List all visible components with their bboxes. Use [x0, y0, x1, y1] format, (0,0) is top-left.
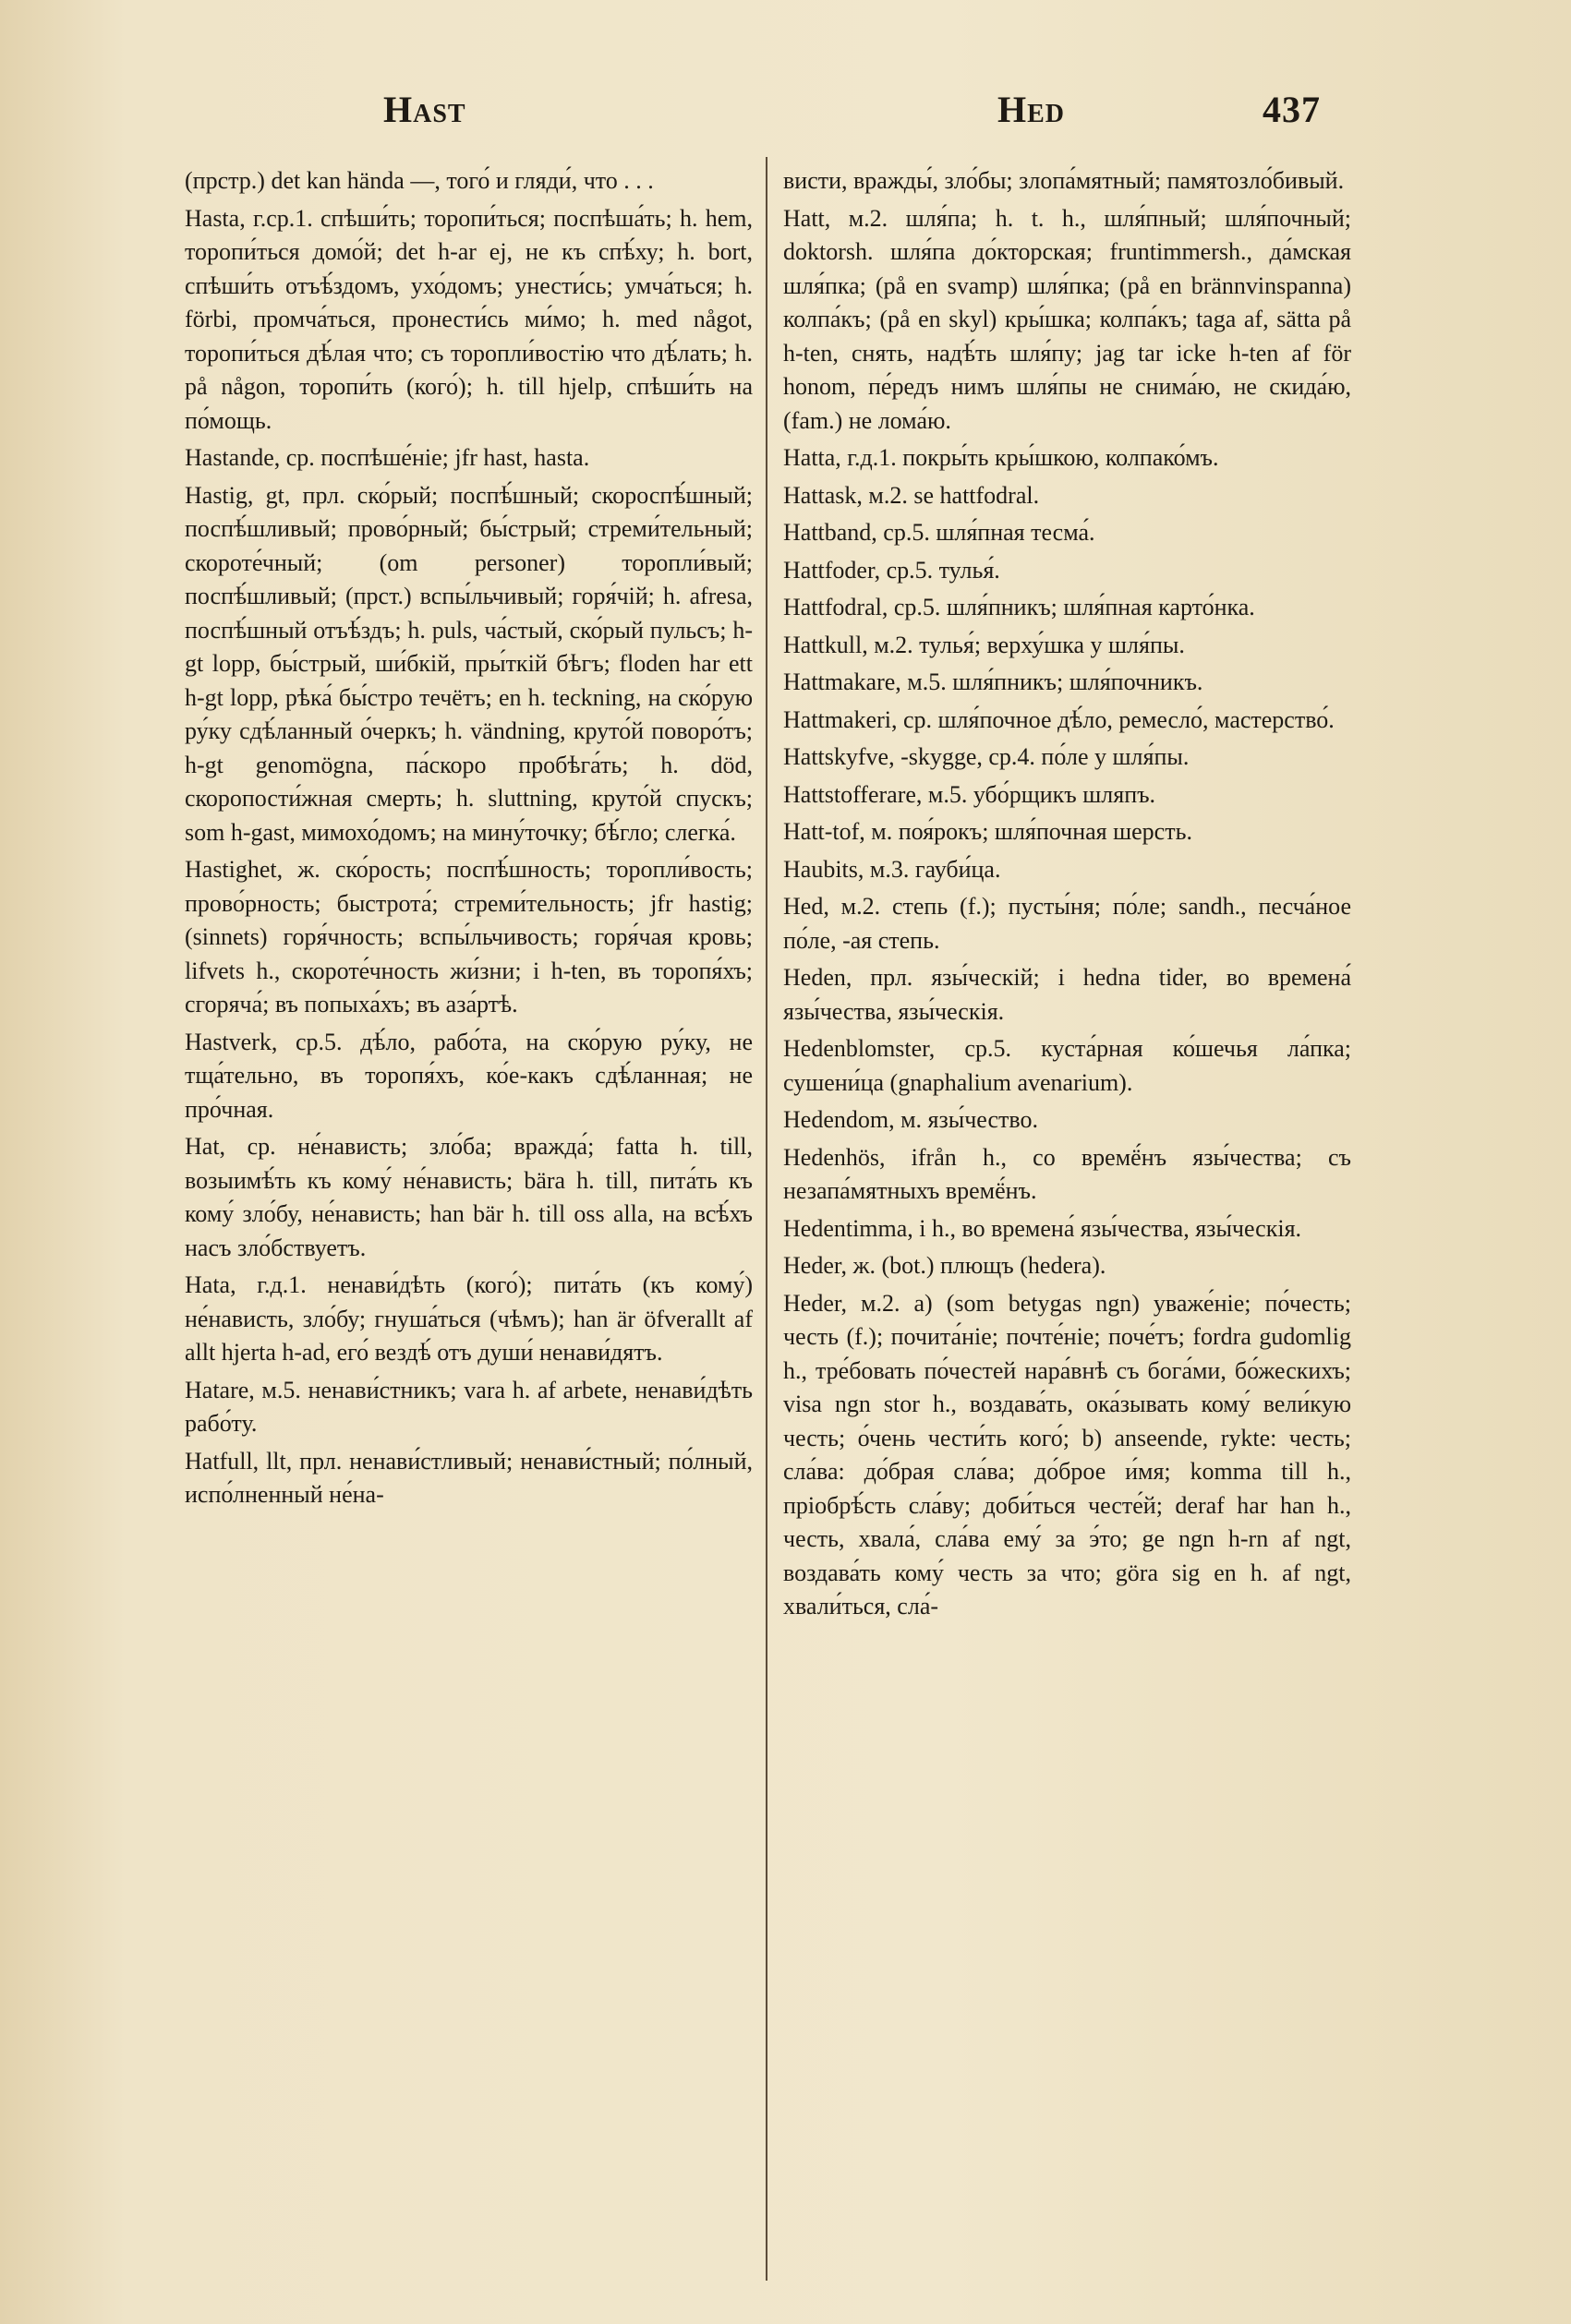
dictionary-entry: Hat, ср. не́нависть; зло́ба; вражда́; fatta h. till, возыимѣ́ть къ кому́ не́нависть; bära h. till, пита́ть къ кому́ зло́бу, не́нависть; han bär h. till oss alla, на всѣ́хъ насъ зло́бствуетъ.: [185, 1133, 753, 1261]
dictionary-entry: Hattmakeri, ср. шля́почное дѣ́ло, ремесло́, мастерство́.: [783, 705, 1335, 733]
dictionary-entry: Hata, г.д.1. ненави́дѣть (кого́); пита́ть (къ кому́) не́нависть, зло́бу; гнуша́ться (чѣмъ); han är öfverallt af allt hjerta h-ad, его́ вездѣ́ отъ души́ ненави́дятъ.: [185, 1271, 753, 1366]
left-guide-word: Hast: [383, 89, 466, 130]
dictionary-entry: Hattask, м.2. se hattfodral.: [783, 481, 1040, 509]
dictionary-entry: Hattkull, м.2. тулья́; верху́шка у шля́пы.: [783, 631, 1185, 658]
dictionary-entry: Hattmakare, м.5. шля́пникъ; шля́почникъ.: [783, 668, 1203, 695]
right-guide-word: Hed: [997, 89, 1066, 130]
dictionary-entry: Hattfoder, ср.5. тулья́.: [783, 556, 1000, 584]
dictionary-entry: Hasta, г.ср.1. спѣши́ть; торопи́ться; поспѣша́ть; h. hem, торопи́ться домо́й; det h-ar ej, не къ спѣ́ху; h. bort, спѣши́ть отъѣ́здомъ, ухо́домъ; унести́сь; умча́ться; h. förbi, промча́ться, пронести́сь ми́мо; h. med något, торопи́ться дѣ́лая что; съ торопли́востію что дѣ́лать; h. på någon, торопи́ть (кого́); h. till hjelp, спѣши́ть на по́мощь.: [185, 204, 753, 434]
dictionary-entry: висти, вражды́, зло́бы; злопа́мятный; памятозло́бивый.: [783, 167, 1345, 194]
dictionary-entry: Hatt, м.2. шля́па; h. t. h., шля́пный; шля́почный; doktorsh. шля́па до́кторская; fruntimmersh., да́мская шля́пка; (på en svamp) шля́пка; (på en brännvinspanna) колпа́къ; (på en skyl) кры́шка; колпа́къ; taga af, sätta på h-ten, снять, надѣ́ть шля́пу; jag tar icke h-ten af för honom, пе́редъ нимъ шля́пы не снима́ю, не скида́ю, (fam.) не лома́ю.: [783, 204, 1351, 434]
dictionary-entry: Hastande, ср. поспѣше́ніе; jfr hast, hasta.: [185, 444, 590, 471]
dictionary-entry: Hastighet, ж. ско́рость; поспѣ́шность; торопли́вость; прово́рность; быстрота́; стреми́тельность; jfr hastig; (sinnets) горя́чность; вспы́льчивость; горя́чая кровь; lifvets h., скороте́чность жи́зни; i h-ten, въ торопя́хъ; сгоряча́; въ попыха́хъ; въ аза́ртѣ.: [185, 856, 753, 1018]
column-divider: [766, 157, 767, 2281]
running-header: [166, 88, 1367, 143]
dictionary-entry: Hatt-tof, м. поя́рокъ; шля́почная шерсть.: [783, 818, 1192, 845]
dictionary-entry: Hedentimma, i h., во времена́ язы́чества, язы́ческія.: [783, 1214, 1302, 1242]
dictionary-entry: Heder, м.2. a) (som betygas ngn) уваже́ніе; по́честь; честь (f.); почита́ніе; почте́ніе; поче́тъ; fordra gudomlig h., тре́бовать по́честей нара́внѣ съ бога́ми, бо́жескихъ; visa ngn stor h., воздава́ть, ока́зывать кому́ вели́кую честь; о́чень чести́ть кого́; b) anseende, rykte: честь; сла́ва: до́брая сла́ва; до́брое и́мя; komma till h., пріобрѣ́сть сла́ву; доби́ться честе́й; deraf har han h., честь, хвала́, сла́ва ему́ за э́то; ge ngn h-rn af ngt, воздава́ть кому́ честь за что; göra sig en h. af ngt, хвали́ться, сла́-: [783, 1289, 1351, 1620]
dictionary-entry: Haubits, м.3. гауби́ца.: [783, 855, 1001, 883]
right-column: [783, 164, 1351, 1628]
page-number: 437: [1263, 89, 1321, 130]
dictionary-entry: Hedenblomster, ср.5. куста́рная ко́шечья ла́пка; сушени́ца (gnaphalium avenarium).: [783, 1035, 1351, 1096]
dictionary-entry: Hattband, ср.5. шля́пная тесма́.: [783, 519, 1095, 546]
dictionary-entry: Hattfodral, ср.5. шля́пникъ; шля́пная карто́нка.: [783, 594, 1255, 620]
dictionary-entry: Hed, м.2. степь (f.); пусты́ня; по́ле; sandh., песча́ное по́ле, -ая степь.: [783, 893, 1351, 954]
dictionary-entry: Hedenhös, ifrån h., со времё́нъ язы́чества; съ незапа́мятныхъ времё́нъ.: [783, 1143, 1351, 1204]
left-column: [185, 164, 753, 1516]
dictionary-entry: Hatta, г.д.1. покры́ть кры́шкою, колпако́мъ.: [783, 444, 1219, 471]
dictionary-entry: Heder, ж. (bot.) плющъ (hedera).: [783, 1252, 1106, 1279]
dictionary-entry: (прстр.) det kan hända —, того́ и гляди́, что . . .: [185, 167, 654, 194]
dictionary-entry: Hattskyfve, -skygge, ср.4. по́ле у шля́пы.: [783, 743, 1190, 770]
dictionary-entry: Hattstofferare, м.5. убо́рщикъ шляпъ.: [783, 780, 1156, 808]
dictionary-entry: Hatare, м.5. ненави́стникъ; vara h. af arbete, ненави́дѣть рабо́ту.: [185, 1376, 753, 1437]
dictionary-entry: Hastig, gt, прл. ско́рый; поспѣ́шный; скороспѣ́шный; поспѣ́шливый; прово́рный; бы́стрый; стреми́тельный; скороте́чный; (om personer) торопли́вый; поспѣ́шливый; (прст.) вспы́льчивый; горя́чій; h. afresa, поспѣ́шный отъѣ́здъ; h. puls, ча́стый, ско́рый пульсъ; h-gt lopp, бы́стрый, ши́бкій, пры́ткій бѣгъ; floden har ett h-gt lopp, рѣка́ бы́стро течётъ; en h. teckning, на ско́рую ру́ку сдѣ́ланный о́черкъ; h. vändning, круто́й поворо́тъ; h-gt genomögna, па́скоро пробѣга́ть; h. död, скоропости́жная смерть; h. sluttning, круто́й спускъ; som h-gast, мимохо́домъ; на мину́точку; бѣ́гло; слегка́.: [185, 481, 753, 846]
dictionary-entry: Hatfull, llt, прл. ненави́стливый; ненави́стный; по́лный, испо́лненный не́на-: [185, 1447, 753, 1508]
dictionary-entry: Heden, прл. язы́ческій; i hedna tider, во времена́ язы́чества, язы́ческія.: [783, 964, 1351, 1025]
dictionary-entry: Hastverk, ср.5. дѣ́ло, рабо́та, на ско́рую ру́ку, не тща́тельно, въ торопя́хъ, ко́е-какъ сдѣ́ланная; не про́чная.: [185, 1028, 753, 1123]
dictionary-entry: Hedendom, м. язы́чество.: [783, 1106, 1038, 1133]
